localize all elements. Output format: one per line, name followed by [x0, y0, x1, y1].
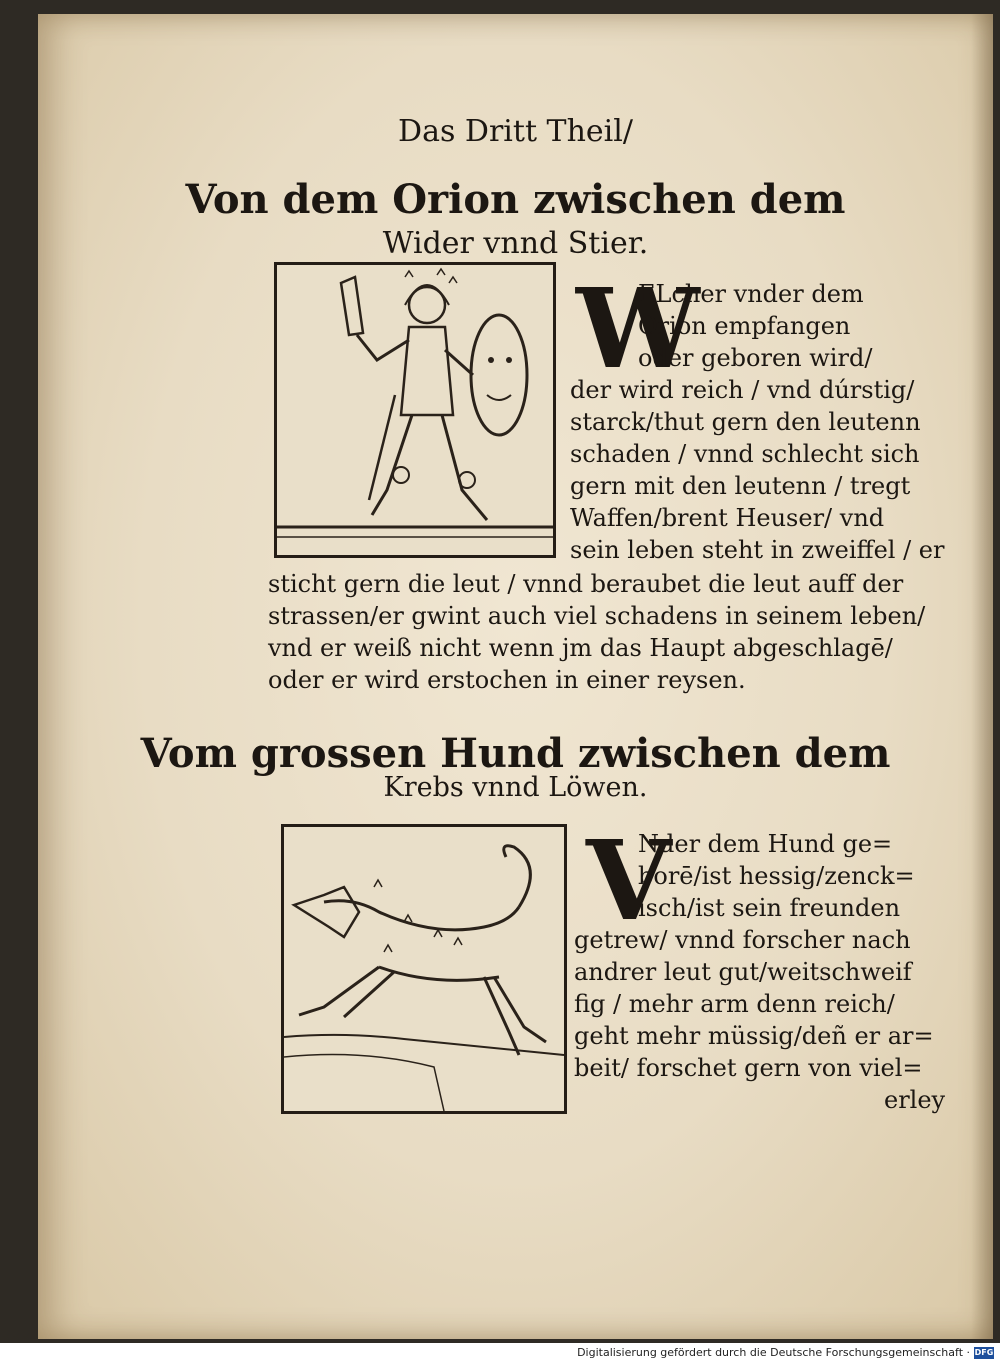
text-line: getrew/ vnnd forscher nach	[574, 926, 911, 954]
text-line: strassen/er gwint auch viel schadens in seinem leben/	[268, 602, 926, 630]
text-line: beit/ forschet gern von viel=	[574, 1054, 923, 1082]
text-line: oder geboren wird/	[638, 344, 873, 372]
text-line: andrer leut gut/weitschweif	[574, 958, 912, 986]
dfg-logo[interactable]: DFG	[974, 1348, 994, 1357]
section-title-orion: Von dem Orion zwischen dem	[185, 176, 846, 223]
section-subtitle-orion: Wider vnnd Stier.	[382, 226, 649, 261]
text-line: isch/ist sein freunden	[638, 894, 901, 922]
section-subtitle-hund: Krebs vnnd Löwen.	[383, 772, 648, 803]
running-header: Das Dritt Theil/	[398, 114, 633, 149]
footer-credit: Digitalisierung gefördert durch die Deutsche Forschungsgemeinschaft ·	[577, 1346, 970, 1359]
section-title-hund: Vom grossen Hund zwischen dem	[140, 730, 891, 777]
text-line: sein leben steht in zweiffel / er	[570, 536, 945, 564]
text-line: sticht gern die leut / vnnd beraubet die leut auff der	[268, 570, 904, 598]
dog-figure-icon	[284, 827, 564, 1111]
dog-woodcut	[281, 824, 567, 1114]
text-line: borē/ist hessig/zenck=	[638, 862, 915, 890]
text-line: schaden / vnnd schlecht sich	[570, 440, 920, 468]
text-line: Orion empfangen	[638, 312, 851, 340]
text-line: Nder dem Hund ge=	[638, 830, 893, 858]
book-page	[38, 14, 993, 1339]
text-line: oder er wird erstochen in einer reysen.	[268, 666, 746, 694]
catchword: erley	[884, 1086, 946, 1114]
text-line: ELcher vnder dem	[638, 280, 864, 308]
text-line: der wird reich / vnd dúrstig/	[570, 376, 915, 404]
text-line: gern mit den leutenn / tregt	[570, 472, 911, 500]
text-line: geht mehr müssig/deñ er ar=	[574, 1022, 934, 1050]
initial-letter-w: W	[576, 264, 700, 393]
text-line: Waffen/brent Heuser/ vnd	[570, 504, 885, 532]
initial-letter-v: V	[586, 816, 672, 945]
orion-figure-icon	[277, 265, 553, 555]
text-line: vnd er weiß nicht wenn jm das Haupt abgeschlagē/	[268, 634, 893, 662]
text-line: starck/thut gern den leutenn	[570, 408, 921, 436]
text-line: fig / mehr arm denn reich/	[574, 990, 895, 1018]
orion-woodcut	[274, 262, 556, 558]
